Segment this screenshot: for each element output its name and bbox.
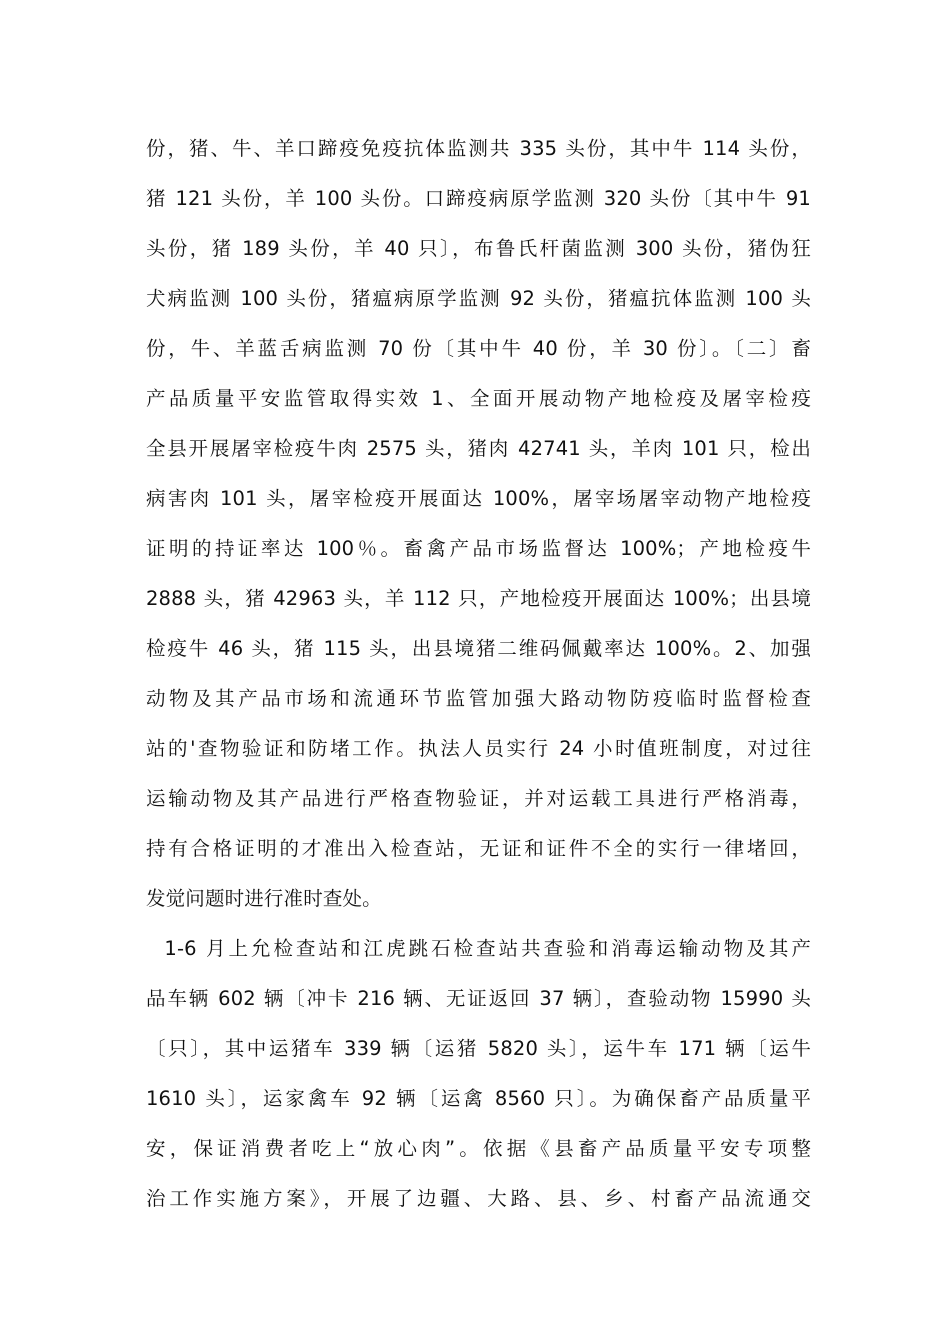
- text-line: 发觉问题时进行准时查处。: [146, 887, 382, 910]
- text-line: 站的'查物验证和防堵工作。执法人员实行 24 小时值班制度，对过往: [146, 737, 811, 760]
- text-line: 证明的持证率达 100％。畜禽产品市场监督达 100%；产地检疫牛: [146, 537, 811, 560]
- text-line: 产品质量平安监管取得实效 1、全面开展动物产地检疫及屠宰检疫: [146, 387, 811, 410]
- text-line: 安，保证消费者吃上“放心肉”。依据《县畜产品质量平安专项整: [146, 1137, 811, 1160]
- text-line: 动物及其产品市场和流通环节监管加强大路动物防疫临时监督检查: [146, 687, 811, 710]
- text-line: 份，猪、牛、羊口蹄疫免疫抗体监测共 335 头份，其中牛 114 头份，: [146, 137, 811, 160]
- text-line: 病害肉 101 头，屠宰检疫开展面达 100%，屠宰场屠宰动物产地检疫: [146, 487, 811, 510]
- text-line: 猪 121 头份，羊 100 头份。口蹄疫病原学监测 320 头份〔其中牛 91: [146, 187, 811, 210]
- text-line: 治工作实施方案》，开展了边疆、大路、县、乡、村畜产品流通交: [146, 1187, 811, 1210]
- text-line: 品车辆 602 辆〔冲卡 216 辆、无证返回 37 辆〕，查验动物 15990 头: [146, 987, 811, 1010]
- paragraph-1: [146, 124, 811, 924]
- text-line: 1610 头〕，运家禽车 92 辆〔运禽 8560 只〕。为确保畜产品质量平: [146, 1087, 811, 1110]
- text-line: 1-6 月上允检查站和江虎跳石检查站共查验和消毒运输动物及其产: [146, 937, 811, 960]
- text-line: 运输动物及其产品进行严格查物验证，并对运载工具进行严格消毒，: [146, 787, 811, 810]
- text-line: 头份，猪 189 头份，羊 40 只〕，布鲁氏杆菌监测 300 头份，猪伪狂: [146, 237, 811, 260]
- paragraph-2: [146, 924, 811, 1224]
- text-line: 犬病监测 100 头份，猪瘟病原学监测 92 头份，猪瘟抗体监测 100 头: [146, 287, 811, 310]
- text-line: 持有合格证明的才准出入检查站，无证和证件不全的实行一律堵回，: [146, 837, 811, 860]
- text-line: 份，牛、羊蓝舌病监测 70 份〔其中牛 40 份，羊 30 份〕。〔二〕畜: [146, 337, 811, 360]
- text-line: 2888 头，猪 42963 头，羊 112 只，产地检疫开展面达 100%；出县境: [146, 587, 811, 610]
- text-line: 全县开展屠宰检疫牛肉 2575 头，猪肉 42741 头，羊肉 101 只，检出: [146, 437, 811, 460]
- text-line: 检疫牛 46 头，猪 115 头，出县境猪二维码佩戴率达 100%。2、加强: [146, 637, 811, 660]
- text-line: 〔只〕，其中运猪车 339 辆〔运猪 5820 头〕，运牛车 171 辆〔运牛: [146, 1037, 811, 1060]
